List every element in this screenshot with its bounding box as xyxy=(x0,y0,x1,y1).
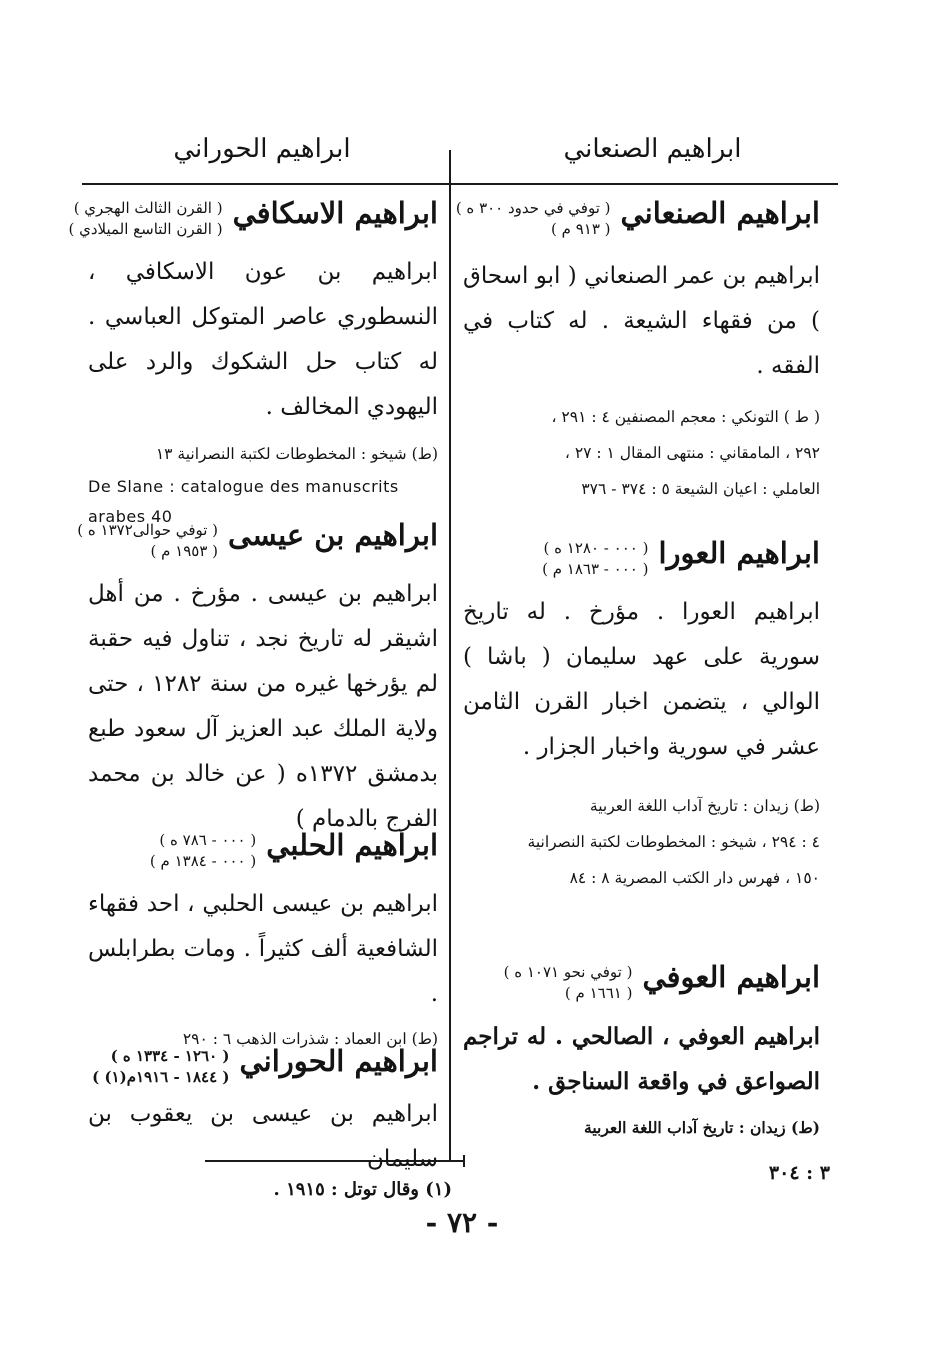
entry-name: ابراهيم الحلبي xyxy=(266,828,438,862)
entry-name: ابراهيم الحوراني xyxy=(239,1044,438,1078)
entry-dates: ( ١٢٦٠ - ١٣٣٤ ه ) ( ١٨٤٤ - ١٩١٦م(١) ) xyxy=(92,1047,230,1086)
running-header-right: ابراهيم الصنعاني xyxy=(563,134,742,164)
entry-references: (ط) زيدان : تاريخ آداب اللغة العربية ٤ : ٢٩٤ ، شيخو : المخطوطات لكتبة النصرانية ١٥٠ ، فهرس دار الكتب المصرية ٨ : ٨٤ xyxy=(527,797,820,887)
entry-ibrahim-sanani xyxy=(455,196,820,536)
entry-heading xyxy=(455,196,820,240)
entry-ibrahim-iskafi xyxy=(68,196,438,526)
entry-name: ابراهيم العوفي xyxy=(642,960,820,994)
entry-body: ابراهيم بن عون الاسكافي ، النسطوري عاصر المتوكل العباسي . له كتاب حل الشكوك والرد على اليهودي المخالف . xyxy=(88,259,438,420)
entry-name: ابراهيم الاسكافي xyxy=(232,196,438,230)
entry-references-latin: De Slane : catalogue des manuscrits arabes 40 xyxy=(88,477,399,526)
entry-ibrahim-halabi xyxy=(88,828,438,1048)
running-header-left: ابراهيم الحوراني xyxy=(173,134,351,164)
entry-body: ابراهيم العوفي ، الصالحي . له تراجم الصواعق في واقعة السناجق . xyxy=(463,1023,820,1095)
entry-dates: ( توفي حوالى١٣٧٢ ه ) ( ١٩٥٣ م ) xyxy=(77,521,219,560)
entry-name: ابراهيم العورا xyxy=(658,536,820,570)
entry-body: ابراهيم بن عيسى بن يعقوب بن سليمان xyxy=(88,1101,438,1172)
entry-dates: ( توفي في حدود ٣٠٠ ه ) ( ٩١٣ م ) xyxy=(455,199,611,238)
entry-name: ابراهيم بن عيسى xyxy=(228,518,438,552)
entry-ibrahim-hourani xyxy=(88,1044,438,1182)
entry-ibrahim-awfi xyxy=(463,960,820,1146)
column-divider xyxy=(449,150,451,1160)
entry-body: ابراهيم بن عيسى الحلبي ، احد فقهاء الشافعية ألف كثيراً . ومات بطرابلس . xyxy=(88,891,438,1007)
entry-references: (ط) زيدان : تاريخ آداب اللغة العربية xyxy=(584,1118,820,1137)
entry-ibrahim-bin-isa xyxy=(77,518,439,832)
entry-dates: ( توفي نحو ١٠٧١ ه ) ( ١٦٦١ م ) xyxy=(503,963,633,1002)
right-column-end-rule xyxy=(463,1155,465,1167)
entry-dates: ( ٠٠٠ - ١٢٨٠ ه ) ( ٠٠٠ - ١٨٦٣ م ) xyxy=(542,539,649,578)
right-column xyxy=(455,196,820,1146)
entry-body: ابراهيم بن عمر الصنعاني ( ابو اسحاق ) من فقهاء الشيعة . له كتاب في الفقه . xyxy=(463,263,820,379)
entry-dates: ( ٠٠٠ - ٧٨٦ ه ) ( ٠٠٠ - ١٣٨٤ م ) xyxy=(149,831,257,870)
entry-heading xyxy=(68,196,438,240)
entry-references: (ط) شيخو : المخطوطات لكتبة النصرانية ١٣ xyxy=(155,445,438,463)
entry-ibrahim-awra xyxy=(463,536,820,960)
entry-body: ابراهيم بن عيسى . مؤرخ . من أهل اشيقر له تاريخ نجد ، تناول فيه حقبة لم يؤرخها غيره من سنة ١٢٨٢ ، حتى ولاية الملك عبد العزيز آل سعود طبع بدمشق ١٣٧٢ه ( عن خالد بن محمد الفرج بالدمام ) xyxy=(88,581,439,832)
entry-heading xyxy=(463,536,820,580)
footnote: (١) وقال توتل : ١٩١٥ . xyxy=(273,1179,452,1200)
entry-references: (ط) ابن العماد : شذرات الذهب ٦ : ٢٩٠ xyxy=(182,1030,438,1048)
entry-references: ( ط ) التونكي : معجم المصنفين ٤ : ٢٩١ ، ٢٩٢ ، المامقاني : منتهى المقال ١ : ٢٧ ، العاملي : اعيان الشيعة ٥ : ٣٧٤ - ٣٧٦ xyxy=(551,408,820,498)
left-column xyxy=(68,196,439,1182)
entry-heading xyxy=(463,960,820,1004)
entry-heading xyxy=(88,1044,438,1088)
entry-heading xyxy=(88,828,438,872)
entry-body: ابراهيم العورا . مؤرخ . له تاريخ سورية على عهد سليمان ( باشا ) الوالي ، يتضمن اخبار القرن الثامن عشر في سورية واخبار الجزار . xyxy=(463,599,820,760)
entry-name: ابراهيم الصنعاني xyxy=(620,196,820,230)
entry-dates: ( القرن الثالث الهجري ) ( القرن التاسع الميلادي ) xyxy=(68,199,223,238)
right-column-continuation: ٣ : ٣٠٤ xyxy=(768,1162,830,1184)
header-rule xyxy=(82,183,838,185)
page-number: - ٧٢ - xyxy=(425,1206,499,1239)
entry-heading xyxy=(77,518,438,562)
